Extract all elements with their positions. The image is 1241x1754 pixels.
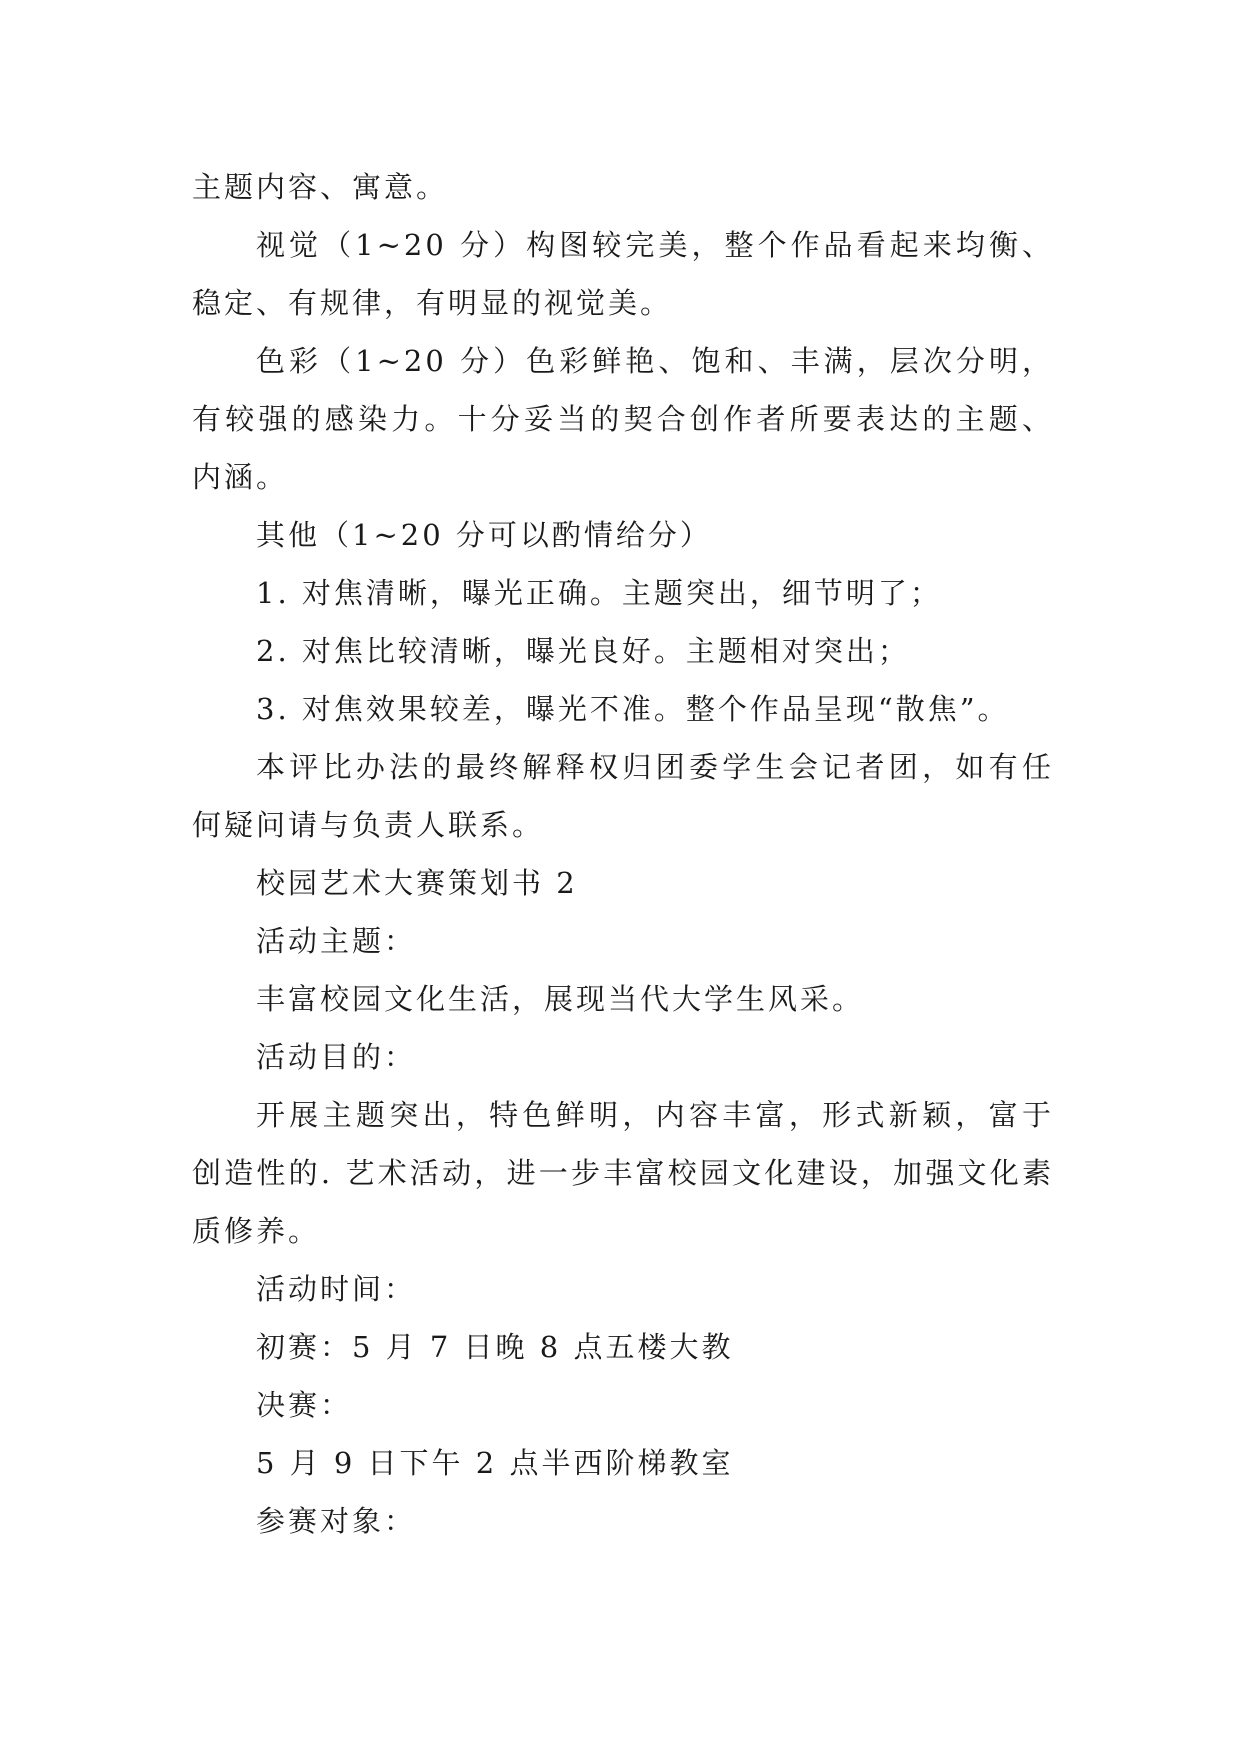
list-item: 3. 对焦效果较差，曝光不准。整个作品呈现“散焦”。 <box>256 692 1010 726</box>
paragraph-other-score: 其他（1~20 分可以酌情给分） <box>256 518 712 552</box>
paragraph-visual-score: 视觉（1~20 分）构图较完美，整个作品看起来均衡、稳定、有规律，有明显的视觉美。 <box>192 228 1054 320</box>
label-participants: 参赛对象： <box>256 1504 417 1538</box>
label-time: 活动时间： <box>256 1272 417 1306</box>
paragraph: 主题内容、寓意。 <box>192 170 449 204</box>
list-item: 2. 对焦比较清晰，曝光良好。主题相对突出； <box>256 634 910 668</box>
paragraph-final: 5 月 9 日下午 2 点半西阶梯教室 <box>256 1446 734 1480</box>
paragraph-preliminary: 初赛：5 月 7 日晚 8 点五楼大教 <box>256 1330 734 1364</box>
paragraph-purpose: 开展主题突出，特色鲜明，内容丰富，形式新颖，富于创造性的. 艺术活动，进一步丰富校园文化建设，加强文化素质修养。 <box>192 1098 1054 1248</box>
label-purpose: 活动目的： <box>256 1040 417 1074</box>
section-heading: 校园艺术大赛策划书 2 <box>256 866 578 900</box>
label-final: 决赛： <box>256 1388 353 1422</box>
label-theme: 活动主题： <box>256 924 417 958</box>
document-body <box>192 158 1054 1550</box>
paragraph-theme: 丰富校园文化生活，展现当代大学生风采。 <box>256 982 865 1016</box>
list-item: 1. 对焦清晰，曝光正确。主题突出，细节明了； <box>256 576 942 610</box>
paragraph-interpretation: 本评比办法的最终解释权归团委学生会记者团，如有任何疑问请与负责人联系。 <box>192 750 1054 842</box>
paragraph-color-score: 色彩（1~20 分）色彩鲜艳、饱和、丰满，层次分明，有较强的感染力。十分妥当的契合创作者所要表达的主题、内涵。 <box>192 344 1054 494</box>
